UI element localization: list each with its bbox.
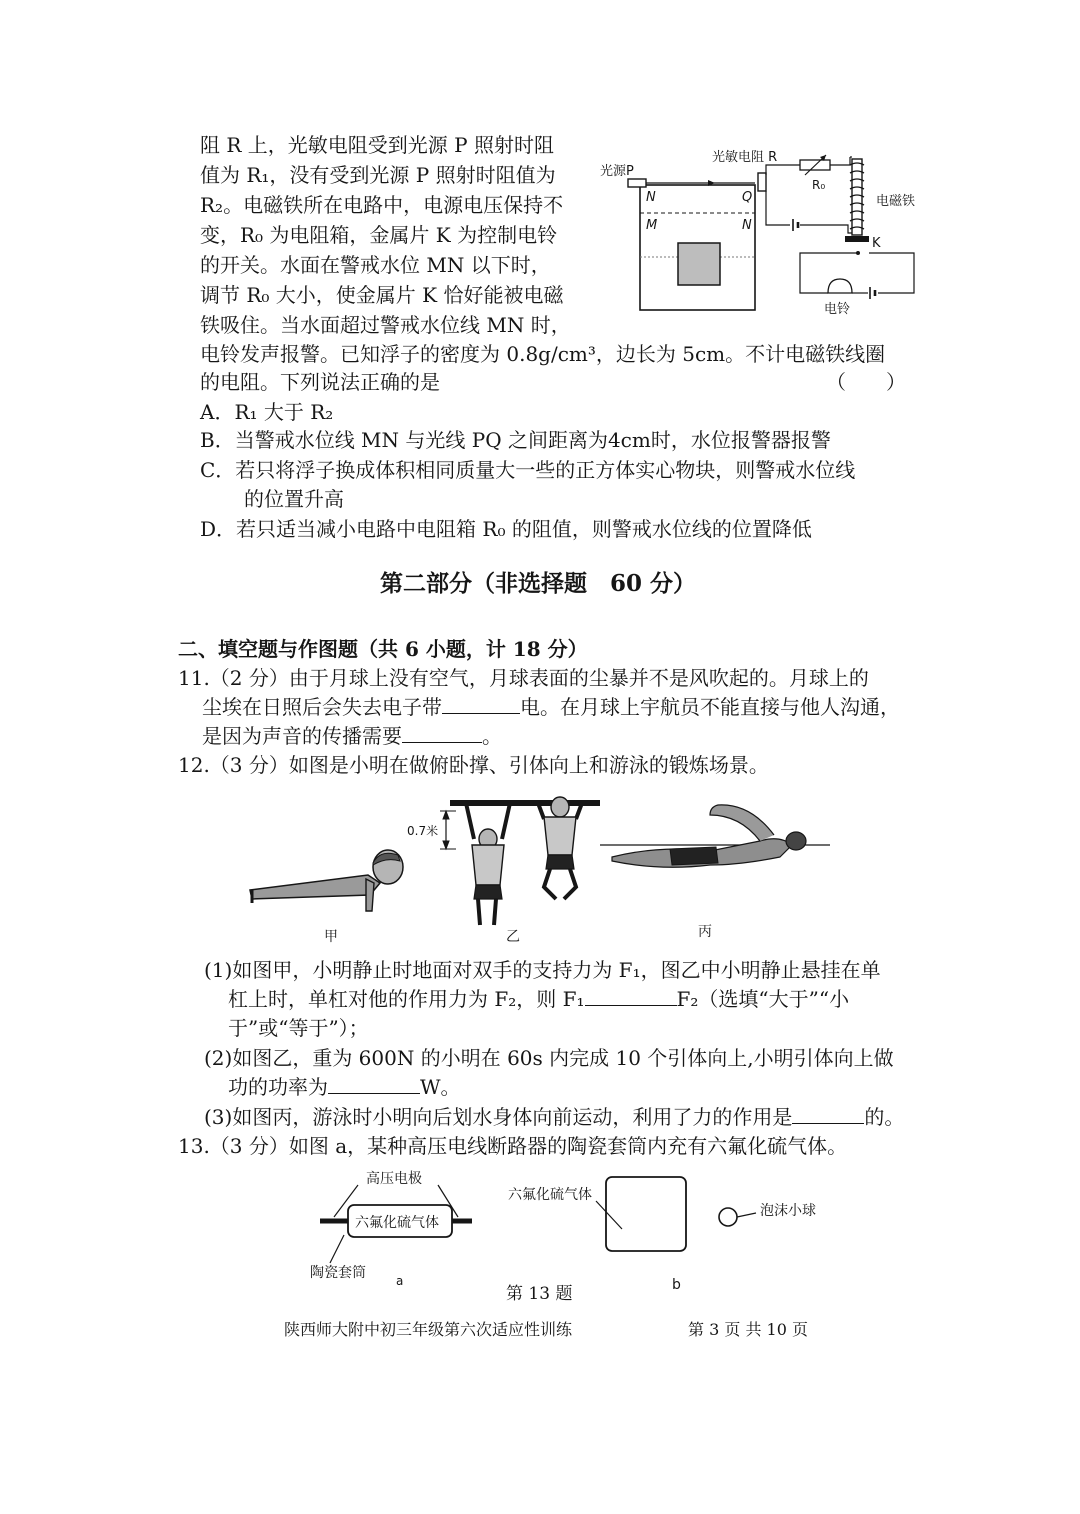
pushup-figure (250, 850, 403, 911)
option-d: D．若只适当减小电路中电阻箱 R₀ 的阻值，则警戒水位线的位置降低 (200, 517, 812, 541)
k-label: K (872, 236, 881, 251)
light-source-label: 光源P (600, 164, 634, 179)
gas-label-a: 六氟化硫气体 (355, 1215, 439, 1231)
footer-page: 第 3 页 共 10 页 (688, 1320, 808, 1339)
exercise-figure (240, 795, 840, 945)
q12-text: 杠上时，单杠对他的作用力为 F₂，则 F₁ (228, 987, 585, 1011)
answer-blank[interactable] (442, 693, 520, 714)
bell-icon (828, 279, 852, 293)
option-b: B．当警戒水位线 MN 与光线 PQ 之间距离为4cm时，水位报警器报警 (200, 428, 831, 452)
q11-text: 电。在月球上宇航员不能直接与他人沟通， (520, 695, 900, 719)
q12-p3 (204, 1102, 904, 1132)
q11-text: 尘埃在日照后会失去电子带 (202, 695, 442, 719)
q11-line1: 11.（2 分）由于月球上没有空气，月球表面的尘暴并不是风吹起的。月球上的 (178, 666, 869, 690)
q10-line: 铁吸住。当水面超过警戒水位线 MN 时， (200, 313, 571, 337)
swimming-figure (600, 805, 830, 867)
answer-bracket: （ ） (826, 370, 906, 394)
gas-container (606, 1177, 686, 1251)
photoresistor-label: 光敏电阻 R (712, 150, 778, 165)
q12-p1-line1: (1)如图甲，小明静止时地面对双手的支持力为 F₁，图乙中小明静止悬挂在单 (204, 958, 881, 982)
q11-text: 是因为声音的传播需要 (202, 724, 402, 748)
light-source-icon (628, 179, 646, 187)
footer-school: 陕西师大附中初三年级第六次适应性训练 (284, 1320, 573, 1339)
section-heading: 二、填空题与作图题（共 6 小题，计 18 分） (178, 637, 588, 661)
q10-line: 阻 R 上，光敏电阻受到光源 P 照射时阻 (200, 133, 554, 157)
option-c: C．若只将浮子换成体积相同质量大一些的正方体实心物块，则警戒水位线 (200, 458, 856, 482)
q-label: Q (742, 190, 753, 205)
q13-stem: 13.（3 分）如图 a，某种高压电线断路器的陶瓷套筒内充有六氟化硫气体。 (178, 1134, 848, 1158)
answer-blank[interactable] (328, 1073, 420, 1094)
q10-line: 值为 R₁，没有受到光源 P 照射时阻值为 (200, 163, 556, 187)
option-a: A．R₁ 大于 R₂ (200, 400, 334, 424)
water-alarm-circuit-figure (600, 145, 930, 325)
label-jia: 甲 (324, 929, 338, 945)
q12-p2-line2 (228, 1072, 461, 1102)
figure-caption: 第 13 题 (506, 1284, 573, 1304)
gas-label-b: 六氟化硫气体 (508, 1187, 592, 1203)
ball-label: 泡沫小球 (760, 1203, 816, 1219)
metal-plate-k (845, 236, 869, 242)
electrode-label: 高压电极 (366, 1171, 422, 1187)
n-right-label: N (742, 218, 752, 233)
q12-text: W。 (420, 1075, 461, 1099)
q12-text: F₂（选填“大于”“小 (676, 987, 850, 1011)
q12-p2-line1: (2)如图乙，重为 600N 的小明在 60s 内完成 10 个引体向上,小明引体向上做 (204, 1046, 894, 1070)
q12-text: 功的功率为 (228, 1075, 328, 1099)
m-label: M (646, 218, 658, 233)
q10-line: 电铃发声报警。已知浮子的密度为 0.8g/cm³，边长为 5cm。不计电磁铁线圈 (200, 342, 886, 366)
q12-text: 的。 (864, 1105, 905, 1129)
option-c-cont: 的位置升高 (244, 487, 344, 511)
q11-line2 (202, 692, 900, 722)
q12-p1-line3: 于”或“等于”）； (228, 1016, 369, 1040)
q10-line: 的开关。水面在警戒水位 MN 以下时， (200, 253, 551, 277)
q10-line: 变，R₀ 为电阻箱，金属片 K 为控制电铃 (200, 223, 558, 247)
float-block (678, 243, 720, 285)
bell-label: 电铃 (824, 302, 851, 317)
fig-b-label: b (672, 1277, 681, 1293)
r0-label: R₀ (812, 178, 826, 192)
q12-p1-line2 (228, 984, 849, 1014)
q10-line: 调节 R₀ 大小，使金属片 K 恰好能被电磁 (200, 283, 564, 307)
label-bing: 丙 (698, 924, 712, 940)
n-left-label: N (646, 190, 656, 205)
q12-stem: 12.（3 分）如图是小明在做俯卧撑、引体向上和游泳的锻炼场景。 (178, 753, 769, 777)
foam-ball-icon (719, 1208, 737, 1226)
q11-line3 (202, 721, 502, 751)
sleeve-label: 陶瓷套筒 (310, 1265, 366, 1281)
answer-blank[interactable] (585, 985, 677, 1006)
fig-a-label: a (396, 1274, 404, 1288)
q10-line: R₂。电磁铁所在电路中，电源电压保持不 (200, 193, 564, 217)
answer-blank[interactable] (402, 722, 482, 743)
circuit-breaker-figure (300, 1165, 840, 1295)
pullup-figure (440, 797, 600, 925)
q11-text: 。 (482, 724, 502, 748)
photoresistor-icon (758, 173, 766, 191)
label-yi: 乙 (506, 929, 520, 945)
part2-title: 第二部分（非选择题 60 分） (380, 570, 697, 597)
height-label: 0.7米 (407, 824, 439, 838)
answer-blank[interactable] (792, 1103, 864, 1124)
q12-text: (3)如图丙，游泳时小明向后划水身体向前运动，利用了力的作用是 (204, 1105, 793, 1129)
q10-line: 的电阻。下列说法正确的是 (200, 370, 440, 394)
electromagnet-label: 电磁铁 (876, 194, 916, 209)
